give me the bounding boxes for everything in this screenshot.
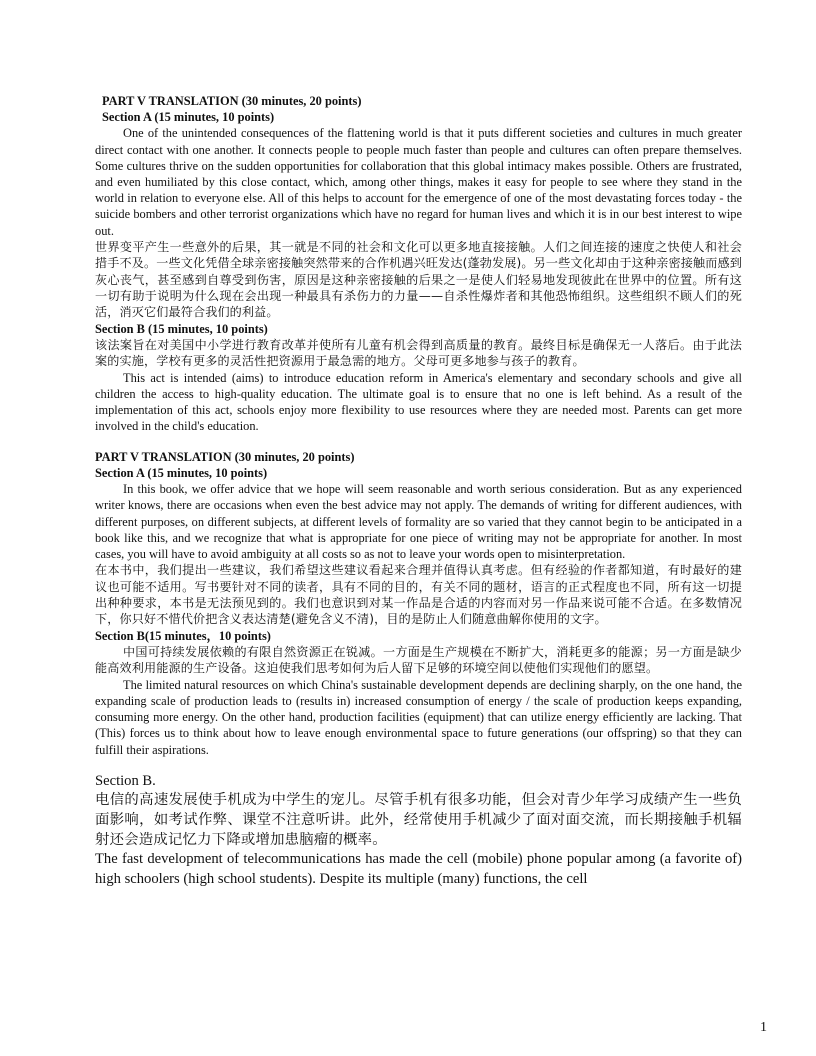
- section-b-heading: Section B.: [95, 772, 156, 789]
- document-body: [95, 93, 742, 889]
- section-a-chinese-paragraph: 在本书中，我们提出一些建议，我们希望这些建议看起来合理并值得认真考虑。但有经验的作者都知道，有时最好的建议也可能不适用。写书要针对不同的读者，具有不同的目的，有关不同的题材，语言的正式程度也不同，所有这一切提出种种要求，本书是无法预见到的。我们也意识到对某一作品是合适的内容而对另一作品来说可能不合适。在多数情况下，你只好不惜代价把含义表达清楚(避免含义不清)，目的是防止人们随意曲解你使用的文字。: [95, 563, 742, 627]
- section-b-chinese-paragraph: 该法案旨在对美国中小学进行教育改革并使所有儿童有机会得到高质量的教育。最终目标是确保无一人落后。由于此法案的实施，学校有更多的灵活性把资源用于最急需的地方。父母可更多地参与孩子的教育。: [95, 338, 742, 369]
- chinese-paragraph: 电信的高速发展使手机成为中学生的宠儿。尽管手机有很多功能，但会对青少年学习成绩产生一些负面影响，如考试作弊、课堂不注意听讲。此外，经常使用手机减少了面对面交流，而长期接触手机辐射还会造成记忆力下降或增加患脑瘤的概率。: [95, 792, 742, 848]
- part-heading: PART V TRANSLATION (30 minutes, 20 points): [102, 94, 362, 108]
- section-b-english-paragraph: The limited natural resources on which China's sustainable development depends are declining sharply, on the one hand, the expanding scale of production leads to (results in) increased consumption of energy / the scale of production keeps expanding, consuming more energy. On the other hand, production facilities (equipment) that can utilize energy efficiently are lacking. That (This) forces us to think about how to leave enough environmental space to future generations (our offspring) so that they can fulfill their aspirations.: [95, 677, 742, 757]
- section-b-heading: Section B (15 minutes, 10 points): [95, 321, 268, 336]
- section-b-heading: Section B(15 minutes，10 points): [95, 628, 271, 643]
- section-part-two: [95, 449, 742, 758]
- section-a-heading: Section A (15 minutes, 10 points): [102, 110, 275, 125]
- part-heading: PART V TRANSLATION (30 minutes, 20 points): [95, 449, 355, 464]
- page-number: 1: [760, 1020, 767, 1035]
- section-b-chinese-paragraph: 中国可持续发展依赖的有限自然资源正在锐减。一方面是生产规模在不断扩大，消耗更多的能源；另一方面是缺少能高效利用能源的生产设备。这迫使我们思考如何为后人留下足够的环境空间以使他们实现他们的愿望。: [95, 644, 742, 676]
- section-part-three: [95, 772, 742, 890]
- english-paragraph: The fast development of telecommunications has made the cell (mobile) phone popular among (a favorite of) high schoolers (high school students). Despite its multiple (many) functions, the cell: [95, 851, 742, 887]
- section-a-heading: Section A (15 minutes, 10 points): [95, 465, 268, 480]
- section-a-english-paragraph: One of the unintended consequences of the flattening world is that it puts different societies and cultures in much greater direct contact with one another. It connects people to people much faster than people and cultures can often prepare themselves. Some cultures thrive on the sudden opportunities for collaboration that this global intimacy makes possible. Others are frustrated, and even humiliated by this close contact, which, among other things, makes it easy for people to see where they stand in the world in relation to everyone else. All of this helps to account for the emergence of one of the most devastating forces today - the suicide bombers and other terrorist organizations which have no regard for human lives and which it is in our best interest to wipe out.: [95, 126, 742, 238]
- section-part-one: [95, 93, 742, 435]
- section-a-english-paragraph: In this book, we offer advice that we hope will seem reasonable and worth serious consideration. But as any experienced writer knows, there are occasions when even the best advice may not apply. The demands of writing for different audiences, with different purposes, on different subjects, at different levels of formality are so varied that they cannot begin to be anticipated in a book like this, and we recognize that what is appropriate for one piece of writing may not be appropriate for another. In most cases, you will have to avoid ambiguity at all costs so as not to leave your words open to misinterpretation.: [95, 482, 742, 561]
- section-b-english-paragraph: This act is intended (aims) to introduce education reform in America's elementary and secondary schools and give all children the access to high-quality education. The ultimate goal is to ensure that no one is left behind. As a result of the implementation of this act, schools enjoy more flexibility to use resources where they are needed most. Parents can get more involved in the child's education.: [95, 370, 742, 434]
- section-a-chinese-paragraph: 世界变平产生一些意外的后果，其一就是不同的社会和文化可以更多地直接接触。人们之间连接的速度之快使人和社会措手不及。一些文化凭借全球亲密接触突然带来的合作机遇兴旺发达(蓬勃发展)。另一些文化却由于这种亲密接触而感到灰心丧气，甚至感到自尊受到伤害，原因是这种亲密接触的后果之一是使人们轻易地发现彼此在世界中的位置。所有这一切有助于说明为什么现在会出现一种最具有杀伤力的力量——自杀性爆炸者和其他恐怖组织。这些组织不顾人们的死活，消灭它们最符合我们的利益。: [95, 239, 742, 320]
